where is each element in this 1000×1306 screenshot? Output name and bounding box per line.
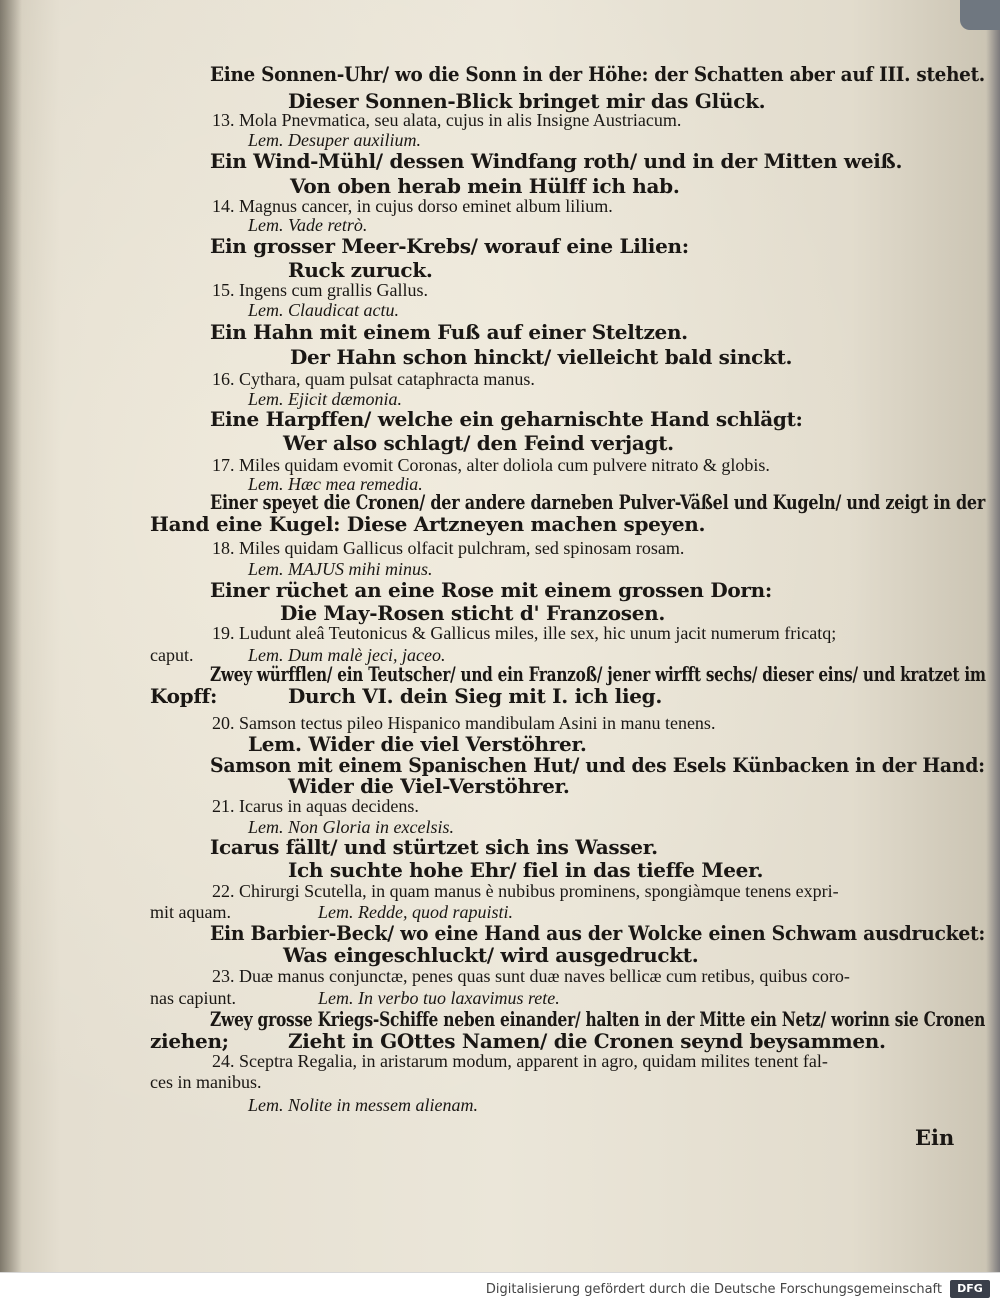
text-line: Lem. Non Gloria in excelsis. [248, 817, 454, 837]
text-line: Lem. Nolite in messem alienam. [248, 1095, 478, 1115]
text-line: 24. Sceptra Regalia, in aristarum modum, apparent in agro, quidam milites tenent fal- [212, 1051, 828, 1071]
text-line: ziehen; [150, 1029, 229, 1053]
text-line: Samson mit einem Spanischen Hut/ und des Esels Künbacken in der Hand: [210, 753, 985, 777]
text-line: Was eingeschluckt/ wird ausgedruckt. [283, 943, 699, 967]
text-line: caput. [150, 645, 194, 665]
text-line: Dieser Sonnen-Blick bringet mir das Glück. [288, 89, 766, 113]
text-line: 15. Ingens cum grallis Gallus. [212, 280, 428, 300]
text-line: Lem. Vade retrò. [248, 215, 368, 235]
text-line: Die May-Rosen sticht d' Franzosen. [280, 601, 666, 625]
text-line: ces in manibus. [150, 1072, 262, 1092]
text-line: 18. Miles quidam Gallicus olfacit pulchram, sed spinosam rosam. [212, 538, 685, 558]
text-line: Lem. Hæc mea remedia. [248, 474, 423, 494]
text-line: Lem. Ejicit dæmonia. [248, 389, 402, 409]
text-line: Einer rüchet an eine Rose mit einem grossen Dorn: [210, 578, 772, 602]
text-line: Ein Wind-Mühl/ dessen Windfang roth/ und in der Mitten weiß. [210, 149, 903, 173]
text-line: Wider die Viel-Verstöhrer. [288, 774, 570, 798]
text-line: Lem. Redde, quod rapuisti. [318, 902, 513, 922]
text-line: 23. Duæ manus conjunctæ, penes quas sunt duæ naves bellicæ cum retibus, quibus coro- [212, 966, 850, 986]
text-line: 22. Chirurgi Scutella, in quam manus è nubibus prominens, spongiàmque tenens expri- [212, 881, 839, 901]
text-line: Lem. Dum malè jeci, jaceo. [248, 645, 446, 665]
catchword: Ein [915, 1125, 955, 1150]
text-line: 14. Magnus cancer, in cujus dorso eminet album lilium. [212, 196, 613, 216]
text-line: 20. Samson tectus pileo Hispanico mandibulam Asini in manu tenens. [212, 713, 716, 733]
text-line: Durch VI. dein Sieg mit I. ich lieg. [288, 684, 663, 708]
text-line: 16. Cythara, quam pulsat cataphracta manus. [212, 369, 535, 389]
text-line: 17. Miles quidam evomit Coronas, alter doliola cum pulvere nitrato & globis. [212, 455, 770, 475]
footer-bar [0, 1272, 1000, 1306]
text-line: Zwey grosse Kriegs-Schiffe neben einander/ halten in der Mitte ein Netz/ worinn sie Cronen [210, 1007, 986, 1031]
text-line: Der Hahn schon hinckt/ vielleicht bald sinckt. [290, 345, 793, 369]
text-line: Lem. Claudicat actu. [248, 300, 399, 320]
text-line: Eine Harpffen/ welche ein geharnischte Hand schlägt: [210, 407, 803, 431]
text-line: mit aquam. [150, 902, 231, 922]
text-line: Ich suchte hohe Ehr/ fiel in das tieffe Meer. [288, 858, 764, 882]
text-line: 19. Ludunt aleâ Teutonicus & Gallicus miles, ille sex, hic unum jacit numerum fricatq; [212, 623, 837, 643]
text-line: Von oben herab mein Hülff ich hab. [290, 174, 680, 198]
text-line: Lem. In verbo tuo laxavimus rete. [318, 988, 560, 1008]
text-line: Icarus fällt/ und stürtzet sich ins Wasser. [210, 835, 658, 859]
text-line: Lem. MAJUS mihi minus. [248, 559, 433, 579]
text-line: Lem. Wider die viel Verstöhrer. [248, 732, 587, 756]
text-line: Kopff: [150, 684, 218, 708]
text-line: Einer speyet die Cronen/ der andere darneben Pulver-Väßel und Kugeln/ und zeigt in der [210, 490, 986, 514]
dfg-logo: DFG [950, 1280, 990, 1298]
text-line: nas capiunt. [150, 988, 236, 1008]
text-line: 21. Icarus in aquas decidens. [212, 796, 419, 816]
text-line: Hand eine Kugel: Diese Artzneyen machen speyen. [150, 512, 706, 536]
text-line: Ein grosser Meer-Krebs/ worauf eine Lilien: [210, 234, 689, 258]
text-line: Zwey würfflen/ ein Teutscher/ und ein Franzoß/ jener wirfft sechs/ dieser eins/ und kratzet im [210, 662, 986, 686]
text-line: 13. Mola Pnevmatica, seu alata, cujus in alis Insigne Austriacum. [212, 110, 682, 130]
text-line: Ein Hahn mit einem Fuß auf einer Steltzen. [210, 320, 688, 344]
text-line: Zieht in GOttes Namen/ die Cronen seynd beysammen. [288, 1029, 886, 1053]
text-line: Lem. Desuper auxilium. [248, 130, 421, 150]
text-line: Wer also schlagt/ den Feind verjagt. [283, 431, 674, 455]
text-line: Eine Sonnen-Uhr/ wo die Sonn in der Höhe: der Schatten aber auf III. stehet. [210, 62, 985, 86]
text-line: Ein Barbier-Beck/ wo eine Hand aus der Wolcke einen Schwam ausdrucket: [210, 921, 986, 945]
funding-note: Digitalisierung gefördert durch die Deutsche Forschungsgemeinschaft [485, 1282, 942, 1297]
text-line: Ruck zuruck. [288, 258, 433, 282]
